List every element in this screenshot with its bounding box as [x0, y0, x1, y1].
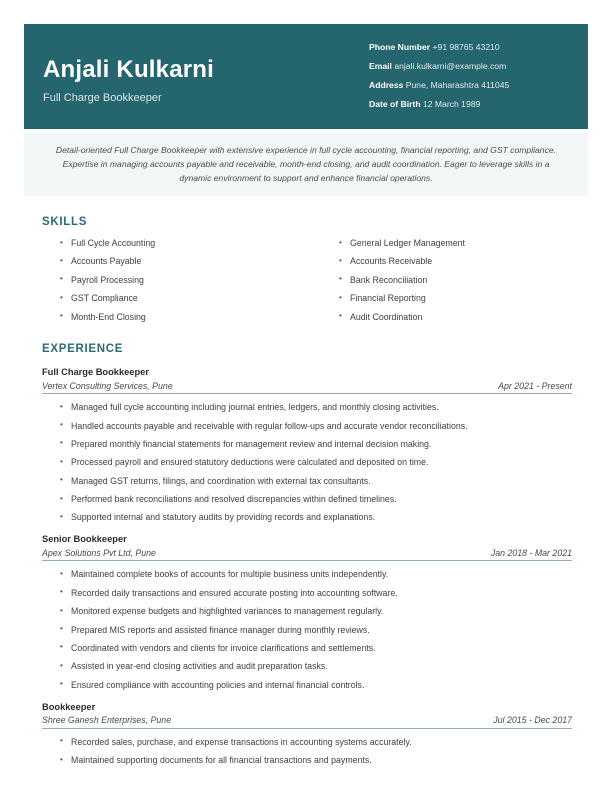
contact-row-email: [369, 62, 579, 71]
header-identity: [43, 57, 214, 106]
list-item: • Handled accounts payable and receivable with regular follow-ups and accurate vendor reconciliations.: [42, 422, 572, 431]
contact-value-phone: +91 98765 43210: [432, 42, 500, 52]
profile-summary-text: Detail-oriented Full Charge Bookkeeper with extensive experience in full cycle accounting, financial reporting, and GST compliance. Expertise in managing accounts payable and receivable, month-end closing, and audit coordination. Eager to leverage skills in a dynamic environment to support and enhance financial operations.: [55, 145, 557, 183]
list-item: • Monitored expense budgets and highlighted variances to management regularly.: [42, 607, 572, 616]
list-item: • Payroll Processing: [42, 276, 307, 285]
skills-column-right: [307, 239, 572, 331]
contact-label-email: Email: [369, 60, 392, 71]
list-item: • Bank Reconciliation: [321, 276, 572, 285]
experience-section: [42, 343, 572, 774]
contact-value-dob: 12 March 1989: [422, 98, 481, 109]
list-item: • Full Cycle Accounting: [42, 239, 307, 248]
job-bullet-list: [42, 570, 572, 689]
list-item: • Supported internal and statutory audits by providing records and explanations.: [42, 513, 572, 522]
list-item: • Managed GST returns, filings, and coordination with external tax consultants.: [42, 477, 572, 486]
job-dates: Jul 2015 - Dec 2017: [493, 715, 572, 726]
list-item: • Recorded sales, purchase, and expense transactions in accounting systems accurately.: [42, 738, 572, 747]
experience-entry: [42, 702, 572, 765]
list-item: • Maintained complete books of accounts for multiple business units independently.: [42, 570, 572, 579]
candidate-job-title: Full Charge Bookkeeper: [43, 92, 162, 105]
job-meta: [42, 381, 572, 394]
list-item: • Accounts Payable: [42, 257, 307, 266]
list-item: • Managed full cycle accounting including journal entries, ledgers, and monthly closing activities.: [42, 403, 572, 412]
job-role: Bookkeeper: [42, 701, 96, 712]
job-bullet-list: [42, 403, 572, 522]
contact-label-dob: Date of Birth: [369, 98, 421, 109]
contact-info-block: [369, 43, 579, 119]
list-item: • Maintained supporting documents for all financial transactions and payments.: [42, 756, 572, 765]
contact-label-address: Address: [369, 79, 404, 90]
list-item: • Prepared monthly financial statements for management review and internal decision making.: [42, 440, 572, 449]
list-item: • GST Compliance: [42, 294, 307, 303]
job-company: Vertex Consulting Services, Pune: [42, 380, 173, 391]
list-item: • Recorded daily transactions and ensured accurate posting into accounting software.: [42, 589, 572, 598]
skills-section: [42, 216, 572, 331]
job-company: Shree Ganesh Enterprises, Pune: [42, 715, 172, 726]
skills-grid: [42, 239, 572, 331]
experience-section-title: EXPERIENCE: [42, 343, 124, 355]
job-dates: Jan 2018 - Mar 2021: [490, 547, 572, 558]
list-item: • Audit Coordination: [321, 313, 572, 322]
list-item: • Processed payroll and ensured statutory deductions were calculated and deposited on time.: [42, 458, 572, 467]
contact-row-address: [369, 81, 579, 90]
contact-value-address: Pune, Maharashtra 411045: [405, 79, 510, 90]
resume-header: [24, 24, 588, 129]
skills-column-left: [42, 239, 307, 331]
list-item: • Month-End Closing: [42, 313, 307, 322]
list-item: • General Ledger Management: [321, 239, 572, 248]
list-item: • Prepared MIS reports and assisted finance manager during monthly reviews.: [42, 626, 572, 635]
job-dates: Apr 2021 - Present: [498, 380, 572, 391]
experience-entry: [42, 367, 572, 522]
job-role: Senior Bookkeeper: [42, 534, 127, 545]
list-item: • Performed bank reconciliations and resolved discrepancies within defined timelines.: [42, 495, 572, 504]
contact-value-email[interactable]: anjali.kulkarni@example.com: [394, 60, 507, 71]
job-bullet-list: [42, 738, 572, 765]
contact-row-dob: [369, 100, 579, 109]
list-item: • Assisted in year-end closing activities and audit preparation tasks.: [42, 662, 572, 671]
list-item: • Accounts Receivable: [321, 257, 572, 266]
job-company: Apex Solutions Pvt Ltd, Pune: [42, 547, 156, 558]
contact-label-phone: Phone Number: [369, 42, 431, 52]
job-meta: [42, 715, 572, 728]
skills-section-title: SKILLS: [42, 216, 88, 228]
candidate-name: Anjali Kulkarni: [43, 56, 215, 83]
job-meta: [42, 548, 572, 561]
experience-entry: [42, 534, 572, 689]
profile-summary-box: [24, 133, 588, 196]
list-item: • Financial Reporting: [321, 294, 572, 303]
list-item: • Coordinated with vendors and clients for invoice clarifications and settlements.: [42, 644, 572, 653]
contact-row-phone: [369, 43, 579, 52]
job-role: Full Charge Bookkeeper: [42, 367, 149, 377]
list-item: • Ensured compliance with accounting policies and internal financial controls.: [42, 681, 572, 690]
